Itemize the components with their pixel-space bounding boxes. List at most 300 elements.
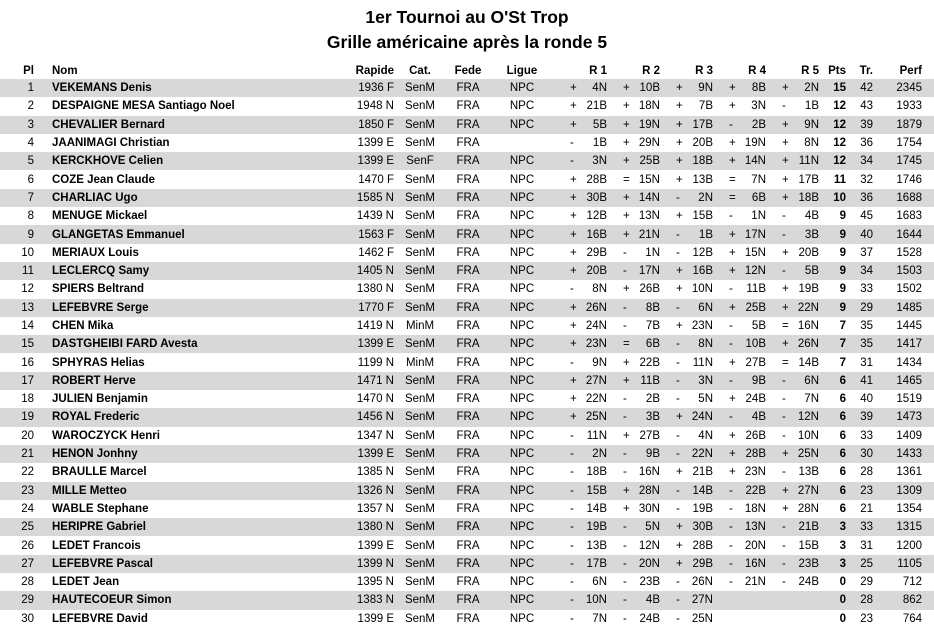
round-opponent: 3N: [751, 100, 766, 113]
cell-round-2: [607, 116, 660, 134]
round-opponent: 11B: [746, 283, 766, 296]
cell-nom: LEFEBVRE Pascal: [52, 557, 153, 570]
round-opponent: 12N: [638, 539, 660, 552]
round-opponent: 5N: [645, 521, 660, 534]
table-row: [0, 518, 934, 536]
cell-pl: 1: [27, 82, 34, 95]
cell-pl: 27: [21, 557, 34, 570]
round-opponent: 22B: [639, 356, 660, 369]
cell-pts: 0: [839, 594, 846, 607]
round-result-sign: -: [676, 576, 680, 589]
round-opponent: 10B: [745, 338, 766, 351]
cell-rapide: 1456 N: [356, 411, 394, 424]
cell-pl: 10: [21, 246, 34, 259]
cell-fede: FRA: [456, 411, 480, 424]
round-opponent: 12B: [586, 210, 607, 223]
cell-round-2: [607, 317, 660, 335]
cell-pts: 9: [839, 283, 846, 296]
cell-round-5: [766, 97, 819, 115]
cell-tr: 32: [860, 173, 873, 186]
cell-perf: 1409: [896, 429, 922, 442]
round-opponent: 1N: [645, 246, 660, 259]
round-result-sign: -: [782, 521, 786, 534]
cell-round-1: [554, 225, 607, 243]
table-row: [0, 244, 934, 262]
round-result-sign: +: [570, 393, 577, 406]
round-opponent: 23N: [744, 466, 766, 479]
cell-cat: MinM: [405, 356, 435, 369]
cell-round-3: [660, 482, 713, 500]
cell-round-4: [713, 573, 766, 591]
cell-round-4: [713, 445, 766, 463]
round-opponent: 2B: [645, 393, 660, 406]
cell-ligue: NPC: [509, 155, 535, 168]
cell-round-4: [713, 482, 766, 500]
round-result-sign: -: [676, 228, 680, 241]
round-result-sign: +: [782, 502, 789, 515]
table-row: [0, 610, 934, 628]
table-row: [0, 262, 934, 280]
round-result-sign: -: [676, 594, 680, 607]
cell-fede: FRA: [456, 246, 480, 259]
cell-pl: 11: [22, 265, 34, 278]
round-result-sign: +: [782, 82, 789, 95]
cell-rapide: 1936 F: [358, 82, 394, 95]
cell-nom: LEDET Jean: [52, 576, 120, 589]
round-opponent: 15B: [586, 484, 607, 497]
cell-round-3: [660, 536, 713, 554]
cell-fede: FRA: [456, 557, 480, 570]
round-opponent: 25N: [691, 612, 713, 625]
table-row: [0, 482, 934, 500]
round-result-sign: -: [782, 466, 786, 479]
round-result-sign: +: [570, 265, 577, 278]
round-result-sign: +: [623, 210, 630, 223]
cell-nom: KERCKHOVE Celien: [52, 155, 164, 168]
round-result-sign: -: [570, 502, 574, 515]
cell-pl: 18: [21, 393, 34, 406]
tournament-title: 1er Tournoi au O'St Trop: [365, 7, 569, 27]
cell-rapide: 1470 N: [356, 393, 394, 406]
round-opponent: 28N: [638, 484, 660, 497]
round-result-sign: -: [782, 393, 786, 406]
cell-tr: 39: [860, 118, 873, 131]
round-opponent: 1B: [592, 137, 607, 150]
round-result-sign: +: [782, 338, 789, 351]
header-row: [0, 62, 934, 79]
round-opponent: 29B: [586, 246, 607, 259]
round-result-sign: -: [729, 338, 733, 351]
round-opponent: 10B: [639, 82, 660, 95]
cell-round-1: [554, 445, 607, 463]
cell-round-4: [713, 262, 766, 280]
cell-round-1: [554, 280, 607, 298]
cell-tr: 37: [860, 246, 873, 259]
cell-tr: 34: [860, 265, 873, 278]
cell-pts: 6: [839, 502, 846, 515]
round-opponent: 20B: [692, 137, 713, 150]
cell-tr: 35: [860, 320, 873, 332]
cell-pts: 9: [839, 301, 846, 314]
round-opponent: 17B: [586, 557, 607, 570]
cell-cat: SenF: [406, 155, 434, 168]
table-row: [0, 555, 934, 573]
round-opponent: 28B: [586, 173, 607, 186]
round-opponent: 26B: [745, 429, 766, 442]
round-opponent: 2N: [592, 448, 607, 461]
cell-round-2: [607, 445, 660, 463]
header-round-2: R 2: [642, 64, 660, 77]
cell-round-2: [607, 335, 660, 353]
header-place: Pl: [23, 64, 34, 77]
round-result-sign: +: [729, 155, 736, 168]
cell-round-5: [766, 207, 819, 225]
cell-nom: JAANIMAGI Christian: [52, 137, 170, 150]
round-opponent: 9N: [804, 118, 819, 131]
cell-round-3: [660, 445, 713, 463]
round-result-sign: -: [623, 265, 627, 278]
round-opponent: 9N: [592, 356, 607, 369]
cell-pts: 12: [833, 137, 846, 150]
cell-rapide: 1380 N: [356, 283, 394, 296]
cell-round-4: [713, 244, 766, 262]
cell-round-1: [554, 134, 607, 152]
round-result-sign: -: [729, 374, 733, 387]
table-row: [0, 500, 934, 518]
cell-round-5: [766, 573, 819, 591]
cell-round-4: [713, 390, 766, 408]
cell-pl: 22: [21, 466, 34, 479]
round-result-sign: -: [782, 539, 786, 552]
cell-round-3: [660, 134, 713, 152]
cell-round-5: [766, 372, 819, 390]
cell-rapide: 1399 E: [357, 155, 394, 168]
cell-cat: SenM: [404, 173, 436, 186]
cell-fede: FRA: [456, 137, 480, 150]
round-opponent: 20B: [798, 246, 819, 259]
cell-pl: 5: [27, 155, 34, 168]
cell-tr: 21: [860, 502, 873, 515]
cell-ligue: NPC: [509, 502, 535, 515]
table-row: [0, 372, 934, 390]
header-tiebreak: Tr.: [859, 64, 873, 77]
round-opponent: 21B: [692, 466, 713, 479]
round-opponent: 16N: [797, 320, 819, 332]
cell-ligue: NPC: [509, 594, 535, 607]
round-result-sign: -: [623, 576, 627, 589]
round-result-sign: +: [729, 429, 736, 442]
round-opponent: 14N: [744, 155, 766, 168]
round-result-sign: -: [570, 137, 574, 150]
cell-nom: MENUGE Mickael: [52, 210, 148, 223]
cell-nom: CHARLIAC Ugo: [52, 191, 138, 204]
round-result-sign: -: [570, 539, 574, 552]
table-row: [0, 445, 934, 463]
cell-cat: SenM: [404, 594, 436, 607]
cell-cat: SenM: [404, 448, 436, 461]
round-opponent: 17B: [798, 173, 819, 186]
round-result-sign: =: [729, 191, 736, 204]
round-result-sign: =: [782, 320, 789, 332]
cell-ligue: NPC: [509, 448, 535, 461]
cell-ligue: NPC: [509, 411, 535, 424]
round-opponent: 22N: [585, 393, 607, 406]
cell-round-2: [607, 372, 660, 390]
cell-round-1: [554, 427, 607, 445]
round-result-sign: -: [782, 557, 786, 570]
round-result-sign: +: [782, 448, 789, 461]
cell-round-1: [554, 482, 607, 500]
cell-rapide: 1399 N: [356, 557, 394, 570]
round-opponent: 26N: [797, 338, 819, 351]
round-result-sign: +: [676, 118, 683, 131]
cell-round-4: [713, 610, 766, 628]
round-opponent: 17N: [744, 228, 766, 241]
cell-round-2: [607, 225, 660, 243]
cell-nom: ROBERT Herve: [52, 374, 136, 387]
round-result-sign: -: [623, 246, 627, 259]
cell-round-3: [660, 207, 713, 225]
round-result-sign: -: [729, 118, 733, 131]
round-result-sign: -: [782, 265, 786, 278]
round-result-sign: +: [623, 484, 630, 497]
round-opponent: 17B: [692, 118, 713, 131]
cell-pts: 7: [839, 356, 846, 369]
cell-fede: FRA: [456, 466, 480, 479]
round-opponent: 25N: [585, 411, 607, 424]
cell-round-3: [660, 317, 713, 335]
round-opponent: 30B: [692, 521, 713, 534]
cell-nom: LEFEBVRE David: [52, 612, 148, 625]
table-row: [0, 335, 934, 353]
cell-round-3: [660, 170, 713, 188]
cell-ligue: NPC: [509, 301, 535, 314]
cell-round-4: [713, 427, 766, 445]
cell-round-3: [660, 610, 713, 628]
round-opponent: 17N: [638, 265, 660, 278]
cell-round-3: [660, 262, 713, 280]
cell-pts: 6: [839, 374, 846, 387]
cell-nom: LECLERCQ Samy: [52, 265, 150, 278]
round-result-sign: -: [782, 228, 786, 241]
cell-nom: WABLE Stephane: [52, 502, 149, 515]
cell-ligue: NPC: [509, 338, 535, 351]
cell-round-4: [713, 134, 766, 152]
round-opponent: 14B: [586, 502, 607, 515]
round-result-sign: +: [570, 338, 577, 351]
cell-round-2: [607, 610, 660, 628]
cell-round-4: [713, 79, 766, 97]
round-result-sign: -: [676, 356, 680, 369]
cell-ligue: NPC: [509, 173, 535, 186]
cell-round-1: [554, 518, 607, 536]
cell-perf: 1485: [896, 301, 922, 314]
cell-round-2: [607, 500, 660, 518]
cell-fede: FRA: [456, 82, 480, 95]
table-row: [0, 536, 934, 554]
round-opponent: 8B: [645, 301, 660, 314]
cell-nom: SPHYRAS Helias: [52, 356, 145, 369]
cell-round-5: [766, 335, 819, 353]
round-opponent: 28N: [797, 502, 819, 515]
round-result-sign: +: [729, 448, 736, 461]
cell-round-4: [713, 97, 766, 115]
cell-pl: 25: [21, 521, 34, 534]
header-points: Pts: [828, 64, 846, 77]
cell-pl: 26: [21, 539, 34, 552]
round-opponent: 11N: [692, 356, 713, 369]
round-result-sign: =: [623, 338, 630, 351]
cell-round-3: [660, 97, 713, 115]
round-result-sign: +: [729, 356, 736, 369]
cell-round-5: [766, 116, 819, 134]
cell-round-5: [766, 390, 819, 408]
round-opponent: 9B: [751, 374, 766, 387]
round-result-sign: -: [570, 612, 574, 625]
round-result-sign: -: [623, 466, 627, 479]
round-opponent: 7N: [804, 393, 819, 406]
cell-nom: CHEVALIER Bernard: [52, 118, 165, 131]
cell-pts: 3: [839, 539, 846, 552]
round-result-sign: +: [676, 155, 683, 168]
cell-round-3: [660, 390, 713, 408]
cell-rapide: 1948 N: [356, 100, 394, 113]
cell-round-3: [660, 353, 713, 371]
cell-ligue: NPC: [509, 484, 535, 497]
round-opponent: 15B: [692, 210, 713, 223]
cell-rapide: 1399 E: [357, 338, 394, 351]
round-opponent: 22N: [797, 301, 819, 314]
cell-rapide: 1419 N: [356, 320, 394, 332]
round-result-sign: +: [623, 100, 630, 113]
cell-tr: 36: [860, 191, 873, 204]
cell-tr: 41: [860, 374, 873, 387]
cell-fede: FRA: [456, 118, 480, 131]
cell-fede: FRA: [456, 502, 480, 515]
cell-round-1: [554, 408, 607, 426]
round-opponent: 3N: [698, 374, 713, 387]
round-opponent: 28B: [745, 448, 766, 461]
round-opponent: 30N: [638, 502, 660, 515]
cell-rapide: 1399 E: [357, 137, 394, 150]
cell-round-4: [713, 591, 766, 609]
round-result-sign: -: [570, 466, 574, 479]
cell-round-2: [607, 280, 660, 298]
round-opponent: 22B: [745, 484, 766, 497]
round-opponent: 14B: [692, 484, 713, 497]
cell-round-1: [554, 372, 607, 390]
round-opponent: 7N: [592, 612, 607, 625]
round-opponent: 20N: [638, 557, 660, 570]
round-result-sign: -: [623, 411, 627, 424]
round-result-sign: -: [570, 594, 574, 607]
cell-round-2: [607, 518, 660, 536]
cell-fede: FRA: [456, 100, 480, 113]
round-result-sign: -: [623, 612, 627, 625]
round-opponent: 5B: [592, 118, 607, 131]
cell-round-1: [554, 536, 607, 554]
cell-round-4: [713, 353, 766, 371]
round-result-sign: -: [729, 557, 733, 570]
cell-round-4: [713, 500, 766, 518]
round-opponent: 6B: [645, 338, 660, 351]
cell-pts: 6: [839, 393, 846, 406]
table-row: [0, 317, 934, 335]
round-result-sign: +: [570, 191, 577, 204]
cell-rapide: 1383 N: [356, 594, 394, 607]
cell-round-1: [554, 244, 607, 262]
cell-ligue: NPC: [509, 356, 535, 369]
cell-round-1: [554, 79, 607, 97]
round-result-sign: +: [623, 155, 630, 168]
round-result-sign: -: [782, 576, 786, 589]
cell-pl: 8: [27, 210, 34, 223]
round-opponent: 11N: [586, 429, 607, 442]
cell-round-1: [554, 390, 607, 408]
cell-nom: DESPAIGNE MESA Santiago Noel: [52, 100, 235, 113]
cell-cat: SenM: [404, 429, 436, 442]
round-result-sign: +: [782, 137, 789, 150]
cell-round-3: [660, 225, 713, 243]
cell-pl: 15: [21, 338, 34, 351]
cell-tr: 31: [860, 539, 873, 552]
round-result-sign: +: [623, 118, 630, 131]
round-result-sign: -: [729, 576, 733, 589]
cell-round-1: [554, 500, 607, 518]
cell-fede: FRA: [456, 301, 480, 314]
cell-pts: 10: [833, 191, 846, 204]
round-result-sign: -: [729, 283, 733, 296]
table-row: [0, 134, 934, 152]
round-opponent: 16B: [586, 228, 607, 241]
cell-pts: 11: [833, 173, 846, 186]
cell-perf: 1354: [896, 502, 922, 515]
cell-ligue: NPC: [509, 265, 535, 278]
cell-cat: SenM: [404, 466, 436, 479]
round-opponent: 2N: [804, 82, 819, 95]
cell-rapide: 1395 N: [356, 576, 394, 589]
round-opponent: 6N: [592, 576, 607, 589]
cell-round-3: [660, 518, 713, 536]
cell-cat: SenM: [404, 228, 436, 241]
cell-round-3: [660, 591, 713, 609]
cell-perf: 1745: [896, 155, 922, 168]
round-opponent: 12N: [797, 411, 819, 424]
cell-nom: MERIAUX Louis: [52, 246, 139, 259]
cell-cat: SenM: [404, 612, 436, 625]
round-result-sign: -: [570, 429, 574, 442]
round-opponent: 4B: [645, 594, 660, 607]
cell-fede: FRA: [456, 228, 480, 241]
round-opponent: 7N: [751, 173, 766, 186]
round-opponent: 21N: [638, 228, 660, 241]
cell-round-2: [607, 573, 660, 591]
cell-round-3: [660, 189, 713, 207]
table-row: [0, 427, 934, 445]
cell-tr: 43: [860, 100, 873, 113]
header-rapid-elo: Rapide: [355, 64, 394, 77]
round-opponent: 5N: [698, 393, 713, 406]
cell-round-4: [713, 189, 766, 207]
cell-tr: 39: [860, 411, 873, 424]
round-result-sign: -: [782, 374, 786, 387]
cell-cat: SenM: [404, 137, 436, 150]
cell-pts: 9: [839, 210, 846, 223]
cell-nom: HERIPRE Gabriel: [52, 521, 146, 534]
round-result-sign: +: [782, 173, 789, 186]
cell-round-2: [607, 482, 660, 500]
cell-fede: FRA: [456, 155, 480, 168]
